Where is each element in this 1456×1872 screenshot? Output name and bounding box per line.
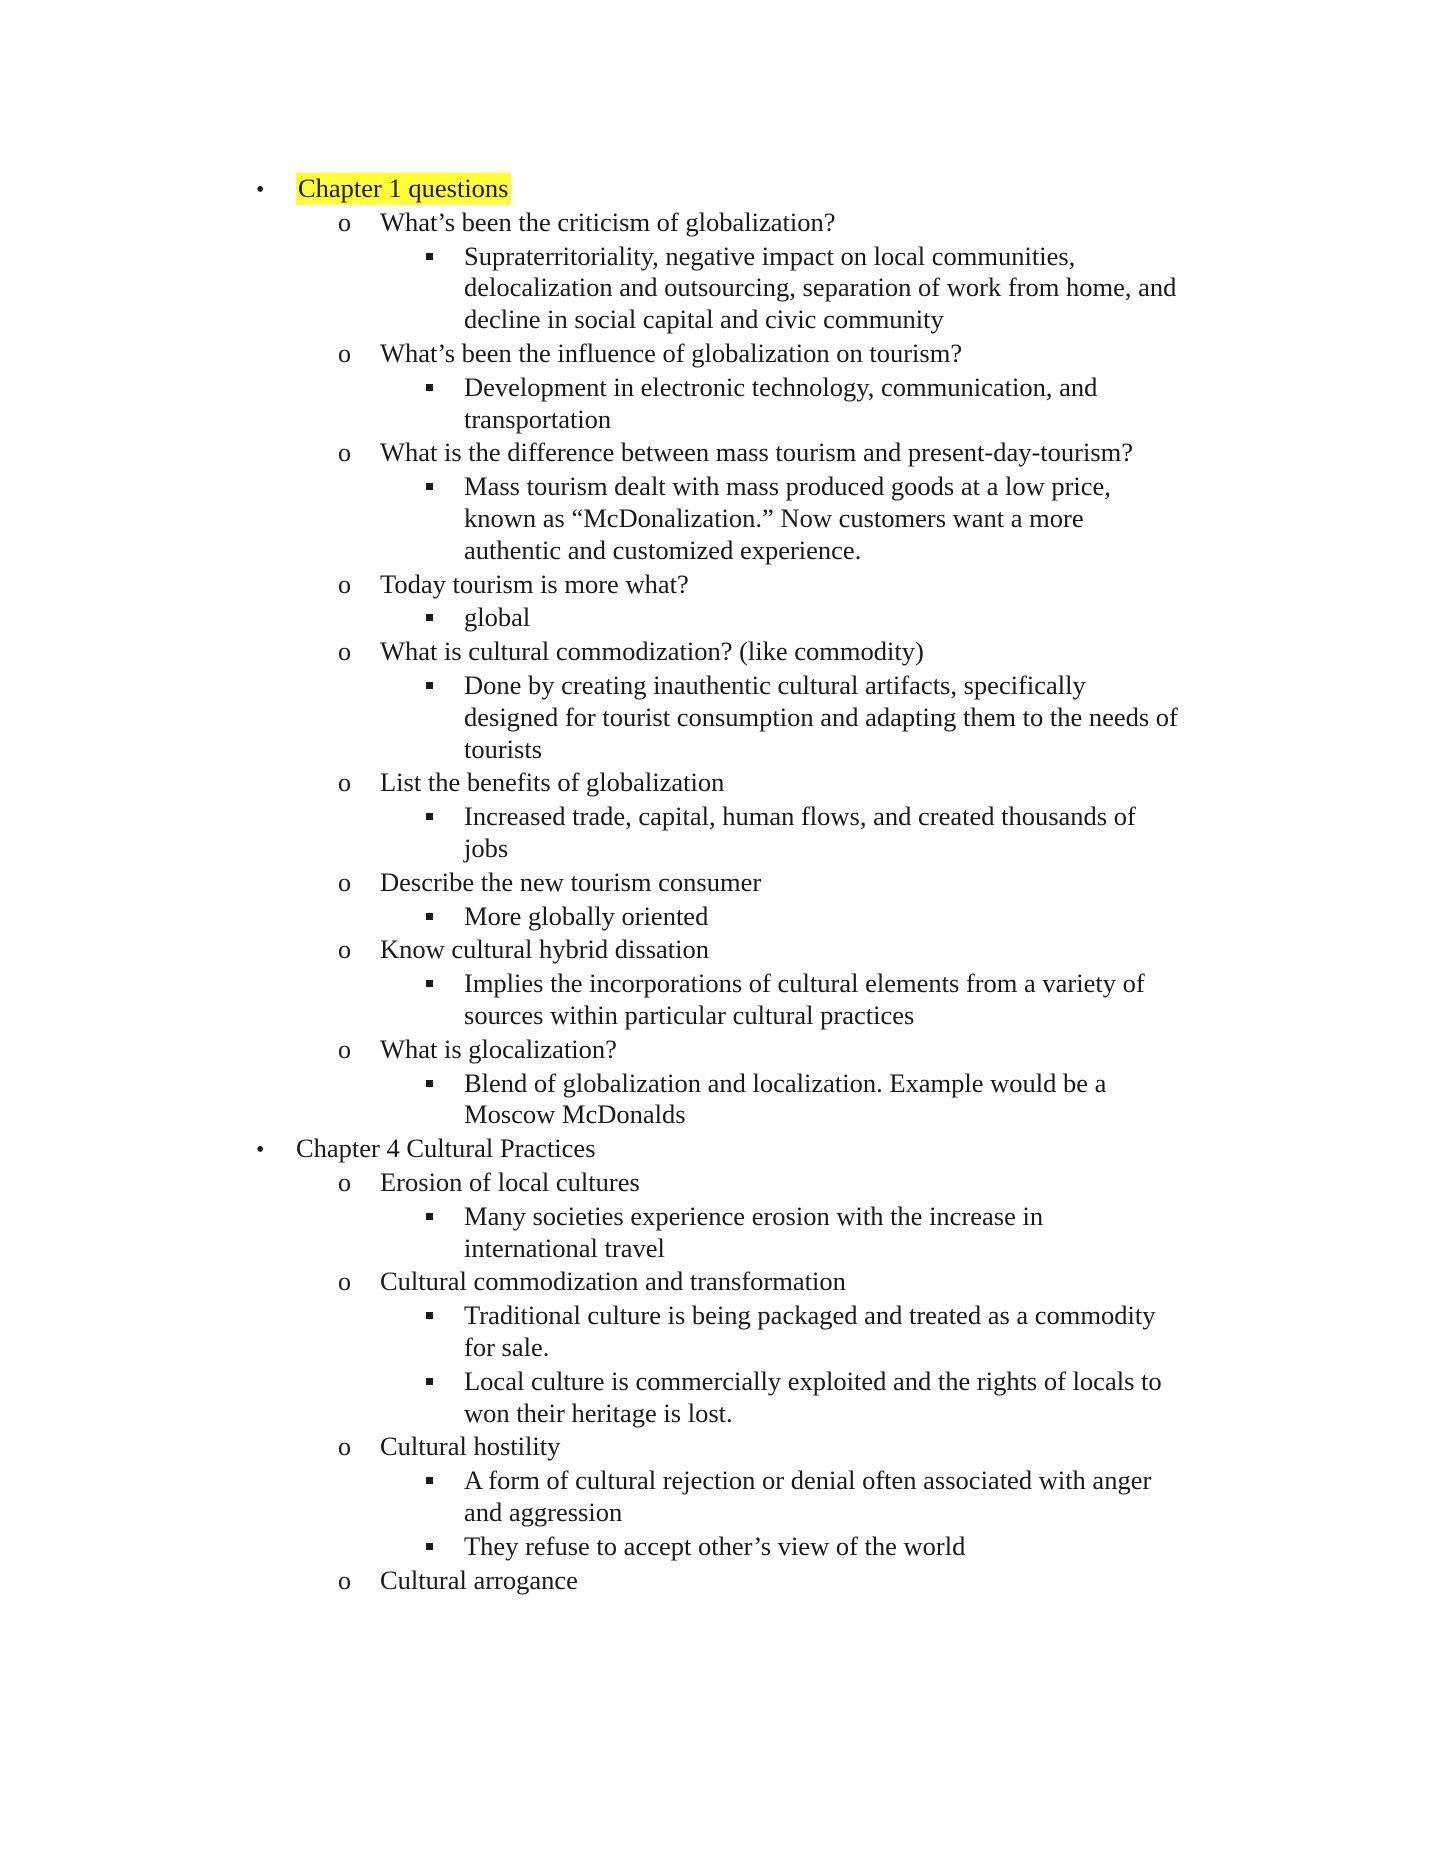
- answer-bullet: [426, 483, 433, 490]
- answer-bullet: [426, 384, 433, 391]
- question-bullet: o: [338, 768, 351, 798]
- question-bullet: o: [338, 438, 351, 468]
- question-text: What is cultural commodization? (like commodity): [380, 636, 924, 667]
- question-text: Describe the new tourism consumer: [380, 866, 762, 897]
- answer-text: Moscow McDonalds: [464, 1099, 686, 1130]
- question-bullet: o: [338, 1432, 351, 1462]
- answer-bullet: [426, 813, 433, 820]
- answer-text: and aggression: [464, 1497, 623, 1527]
- answer-bullet: [426, 980, 433, 987]
- question-bullet: o: [338, 1034, 351, 1064]
- question-text: What’s been the influence of globalization on tourism?: [380, 338, 963, 368]
- section-heading: Chapter 4 Cultural Practices: [296, 1133, 596, 1164]
- question-bullet: o: [338, 1565, 351, 1595]
- question-bullet: o: [338, 1168, 351, 1197]
- answer-bullet: [426, 614, 433, 621]
- answer-text: They refuse to accept other’s view of the world: [464, 1530, 966, 1561]
- answer-text: A form of cultural rejection or denial often associated with anger: [464, 1465, 1152, 1496]
- section-heading: [296, 172, 511, 204]
- question-text: Know cultural hybrid dissation: [380, 934, 709, 965]
- answer-text: won their heritage is lost.: [464, 1397, 733, 1428]
- answer-text: Blend of globalization and localization. Example would be a: [464, 1067, 1107, 1098]
- answer-text: decline in social capital and civic community: [464, 304, 944, 335]
- question-text: Erosion of local cultures: [380, 1167, 640, 1197]
- question-text: What’s been the criticism of globalization?: [380, 206, 836, 237]
- question-bullet: o: [338, 207, 351, 237]
- answer-text: global: [464, 602, 531, 633]
- answer-text: Development in electronic technology, communication, and: [464, 371, 1098, 402]
- answer-text: Done by creating inauthentic cultural artifacts, specifically: [464, 670, 1086, 700]
- question-text: Today tourism is more what?: [380, 568, 689, 599]
- question-bullet: o: [338, 569, 351, 599]
- answer-text: More globally oriented: [464, 900, 709, 931]
- answer-text: Local culture is commercially exploited and the rights of locals to: [464, 1365, 1162, 1396]
- question-text: Cultural commodization and transformation: [380, 1266, 846, 1297]
- answer-bullet: [426, 1477, 433, 1484]
- question-bullet: o: [338, 1267, 351, 1297]
- section-bullet: •: [256, 1137, 265, 1164]
- answer-bullet: [426, 682, 433, 689]
- answer-text: for sale.: [464, 1332, 550, 1362]
- answer-text: delocalization and outsourcing, separation of work from home, and: [464, 272, 1177, 303]
- answer-text: authentic and customized experience.: [464, 534, 862, 565]
- section-bullet: •: [256, 177, 265, 203]
- answer-text: Traditional culture is being packaged and treated as a commodity: [464, 1300, 1156, 1331]
- question-text: Cultural hostility: [380, 1431, 561, 1462]
- answer-bullet: [426, 1312, 433, 1319]
- answer-text: Implies the incorporations of cultural elements from a variety of: [464, 968, 1145, 999]
- answer-text: jobs: [464, 833, 509, 863]
- question-text: What is glocalization?: [380, 1033, 617, 1064]
- question-text: Cultural arrogance: [380, 1564, 578, 1595]
- question-text: What is the difference between mass tourism and present-day-tourism?: [380, 437, 1134, 468]
- answer-text: Increased trade, capital, human flows, and created thousands of: [464, 801, 1136, 832]
- question-bullet: o: [338, 339, 351, 368]
- answer-bullet: [426, 1543, 433, 1550]
- answer-bullet: [426, 1213, 433, 1220]
- answer-bullet: [426, 913, 433, 920]
- question-bullet: o: [338, 867, 351, 897]
- answer-text: sources within particular cultural practices: [464, 1000, 915, 1030]
- question-bullet: o: [338, 637, 351, 667]
- answer-text: Supraterritoriality, negative impact on local communities,: [464, 240, 1076, 271]
- answer-text: transportation: [464, 403, 612, 434]
- answer-bullet: [426, 1080, 433, 1087]
- answer-text: tourists: [464, 733, 543, 764]
- answer-bullet: [426, 1378, 433, 1385]
- highlighted-heading-text: Chapter 1 questions: [298, 173, 509, 203]
- answer-text: known as “McDonalization.” Now customers want a more: [464, 503, 1084, 533]
- answer-text: international travel: [464, 1232, 665, 1263]
- answer-bullet: [426, 253, 433, 260]
- answer-text: designed for tourist consumption and adapting them to the needs of: [464, 701, 1178, 732]
- answer-text: Many societies experience erosion with the increase in: [464, 1200, 1044, 1231]
- answer-text: Mass tourism dealt with mass produced goods at a low price,: [464, 471, 1111, 502]
- question-bullet: o: [338, 935, 351, 965]
- question-text: List the benefits of globalization: [380, 767, 725, 798]
